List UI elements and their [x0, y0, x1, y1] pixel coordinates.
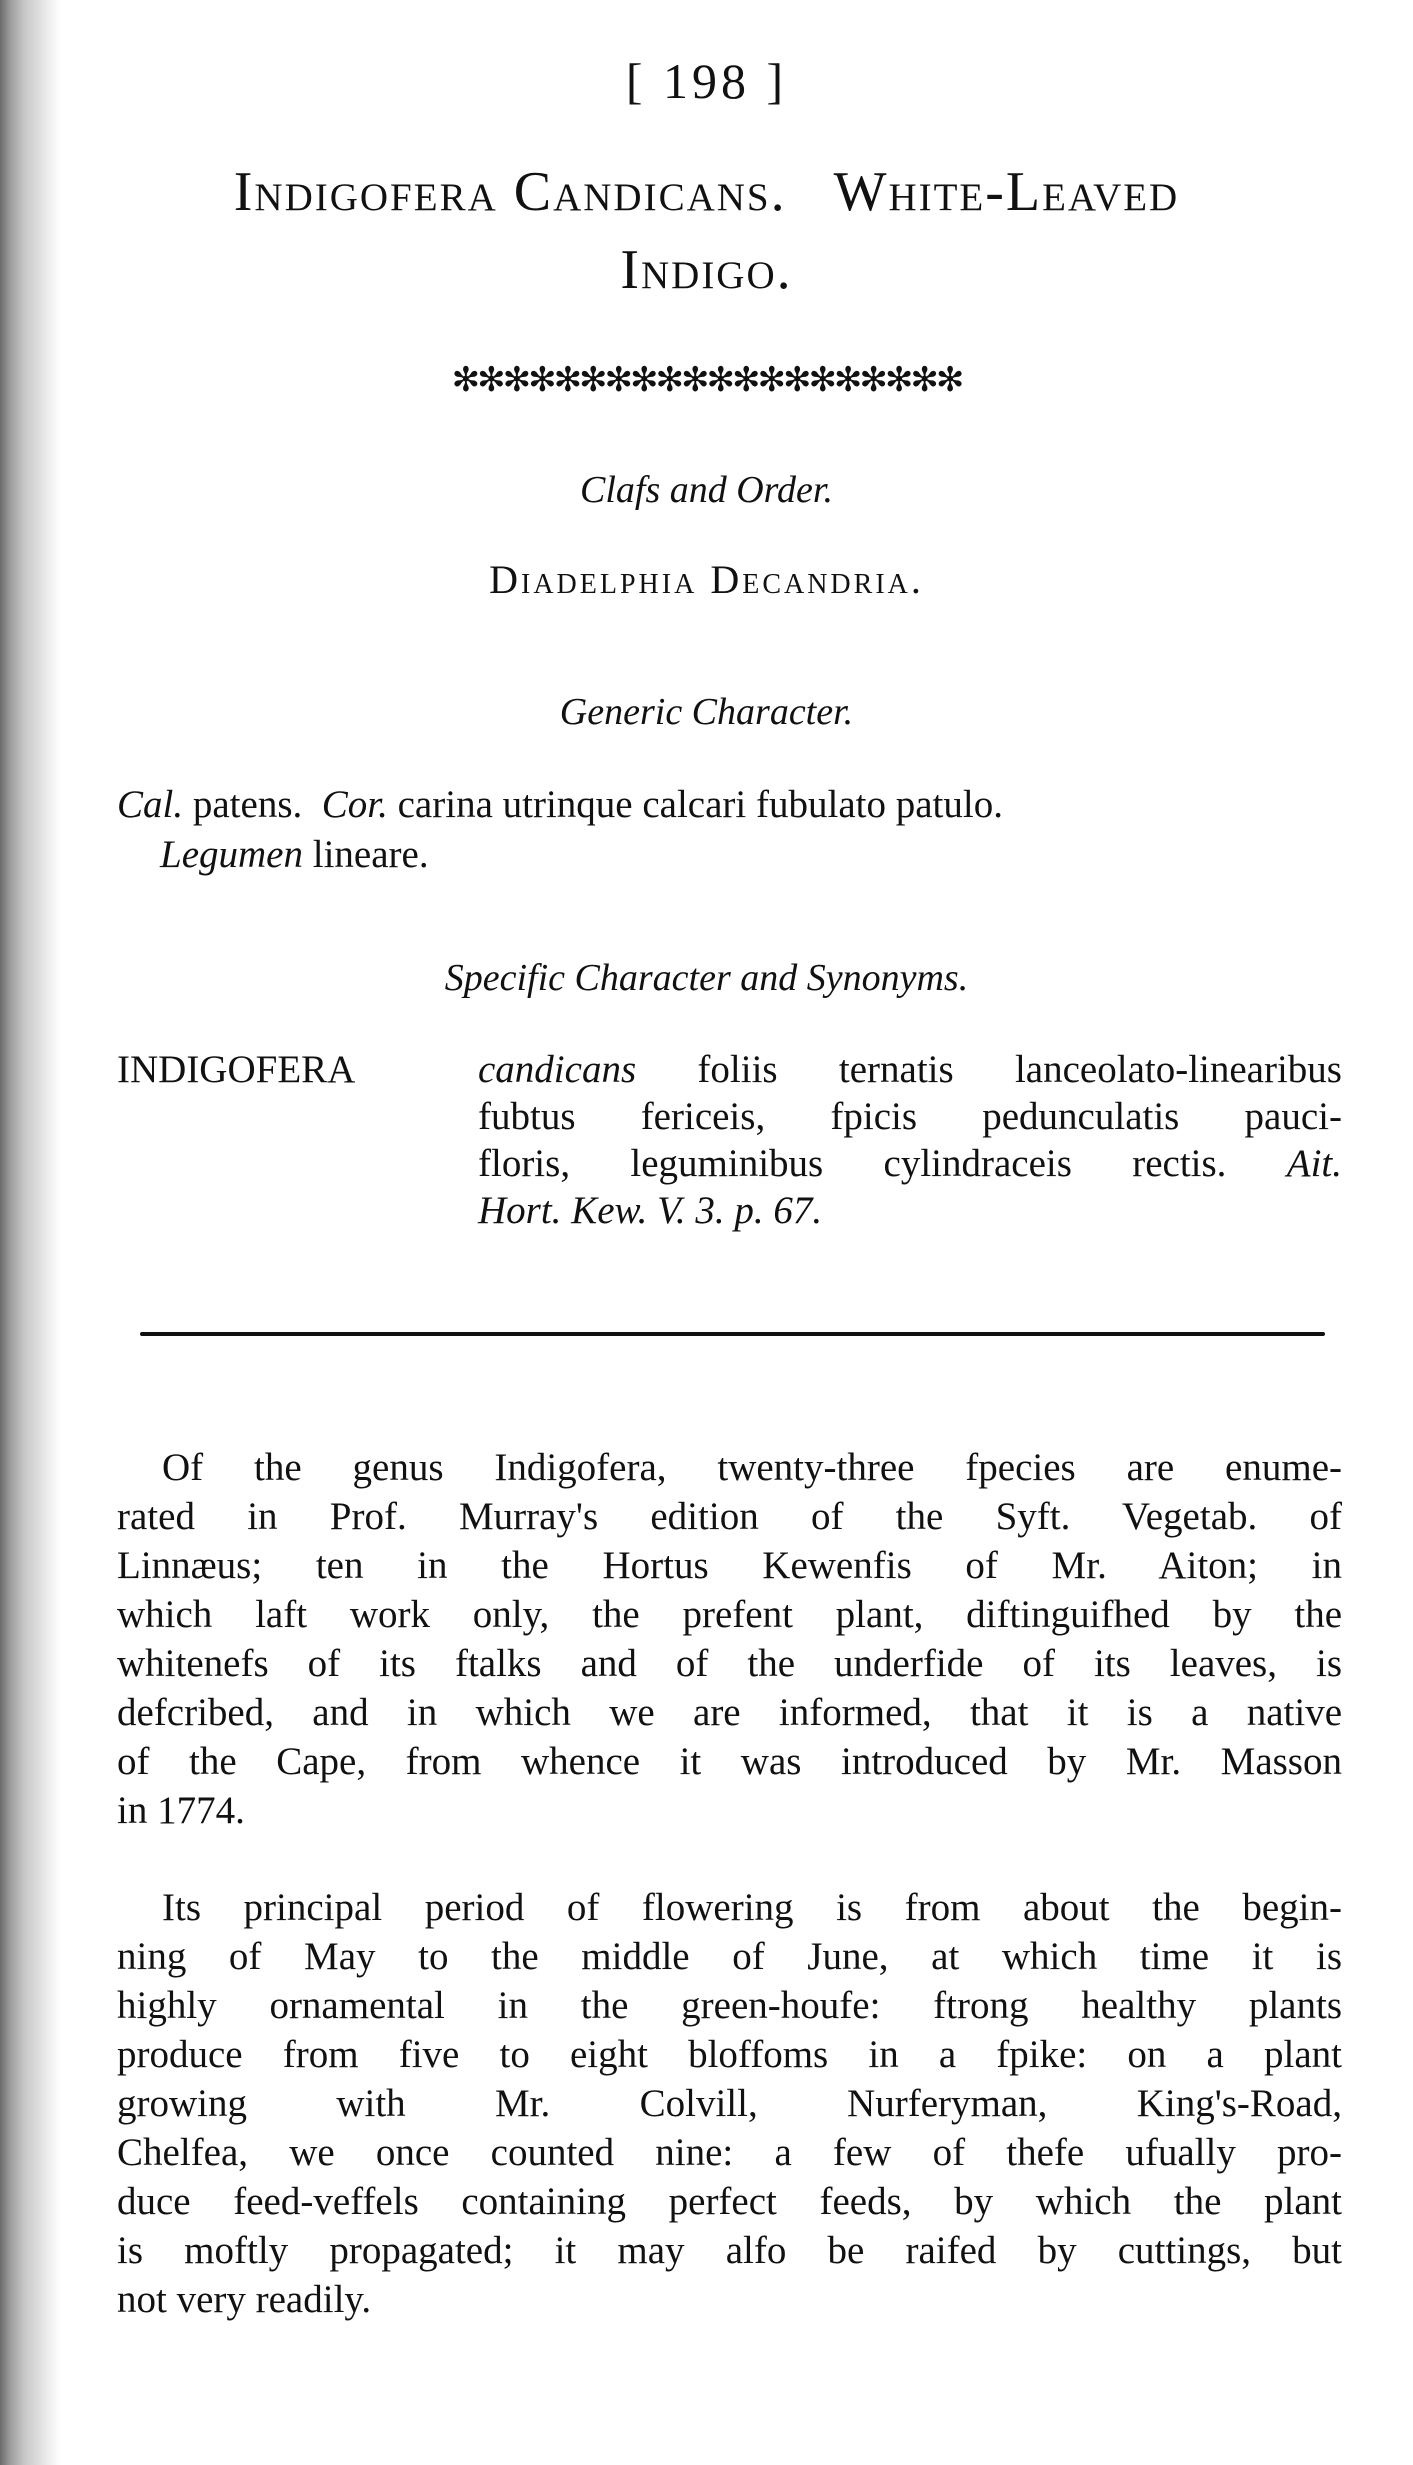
- page-number: [ 198 ]: [625, 53, 788, 109]
- paragraph-line: ning of May to the middle of June, at which time it is: [117, 1935, 1342, 1978]
- class-order-value: Diadelphia Decandria.: [489, 557, 924, 602]
- paragraph-line: defcribed, and in which we are informed, that it is a native: [117, 1691, 1342, 1734]
- paragraph-line: rated in Prof. Murray's edition of the Syft. Vegetab. of: [117, 1495, 1342, 1538]
- ornament-rule: ✻✻✻✻✻✻✻✻✻✻✻✻✻✻✻✻✻✻✻✻: [451, 362, 962, 399]
- paragraph-line: of the Cape, from whence it was introduced by Mr. Masson: [117, 1740, 1342, 1783]
- generic-character-heading: Generic Character.: [559, 691, 854, 733]
- generic-character-line-2: Legumen lineare.: [160, 833, 429, 876]
- specific-line-1: candicans foliis ternatis lanceolato-linearibus: [478, 1048, 1342, 1091]
- paragraph-line: in 1774.: [117, 1789, 245, 1832]
- paragraph-line: Its principal period of flowering is from about the begin-: [162, 1886, 1342, 1929]
- specific-line-2: fubtus fericeis, fpicis pedunculatis pauci-: [478, 1095, 1342, 1138]
- specific-character-heading: Specific Character and Synonyms.: [444, 957, 969, 999]
- paragraph-line: Chelfea, we once counted nine: a few of thefe ufually pro-: [117, 2131, 1342, 2174]
- specific-line-3: floris, leguminibus cylindraceis rectis. Ait.: [478, 1142, 1342, 1185]
- paragraph-line: highly ornamental in the green-houfe: ftrong healthy plants: [117, 1984, 1342, 2027]
- paragraph-line: is moftly propagated; it may alfo be raifed by cuttings, but: [117, 2229, 1342, 2272]
- paragraph-line: produce from five to eight bloffoms in a fpike: on a plant: [117, 2033, 1342, 2076]
- paragraph-line: Of the genus Indigofera, twenty-three fpecies are enume-: [162, 1446, 1342, 1489]
- paragraph-line: which laft work only, the prefent plant, diftinguifhed by the: [117, 1593, 1342, 1636]
- paragraph-line: not very readily.: [117, 2278, 372, 2321]
- generic-character-line-1: Cal. patens. Cor. carina utrinque calcari fubulato patulo.: [117, 783, 1003, 826]
- section-divider: [140, 1332, 1325, 1336]
- paragraph-line: whitenefs of its ftalks and of the underfide of its leaves, is: [117, 1642, 1342, 1685]
- class-order-heading: Clafs and Order.: [579, 469, 833, 511]
- title-line-2: Indigo.: [620, 239, 793, 301]
- specific-genus: INDIGOFERA: [117, 1048, 356, 1091]
- title-line-1: Indigofera Candicans. White-Leaved: [233, 161, 1180, 223]
- paragraph-line: growing with Mr. Colvill, Nurferyman, King's-Road,: [117, 2082, 1342, 2125]
- paragraph-line: Linnæus; ten in the Hortus Kewenfis of Mr. Aiton; in: [117, 1544, 1342, 1587]
- paragraph-line: duce feed-veffels containing perfect feeds, by which the plant: [117, 2180, 1342, 2223]
- specific-line-4: Hort. Kew. V. 3. p. 67.: [478, 1189, 823, 1232]
